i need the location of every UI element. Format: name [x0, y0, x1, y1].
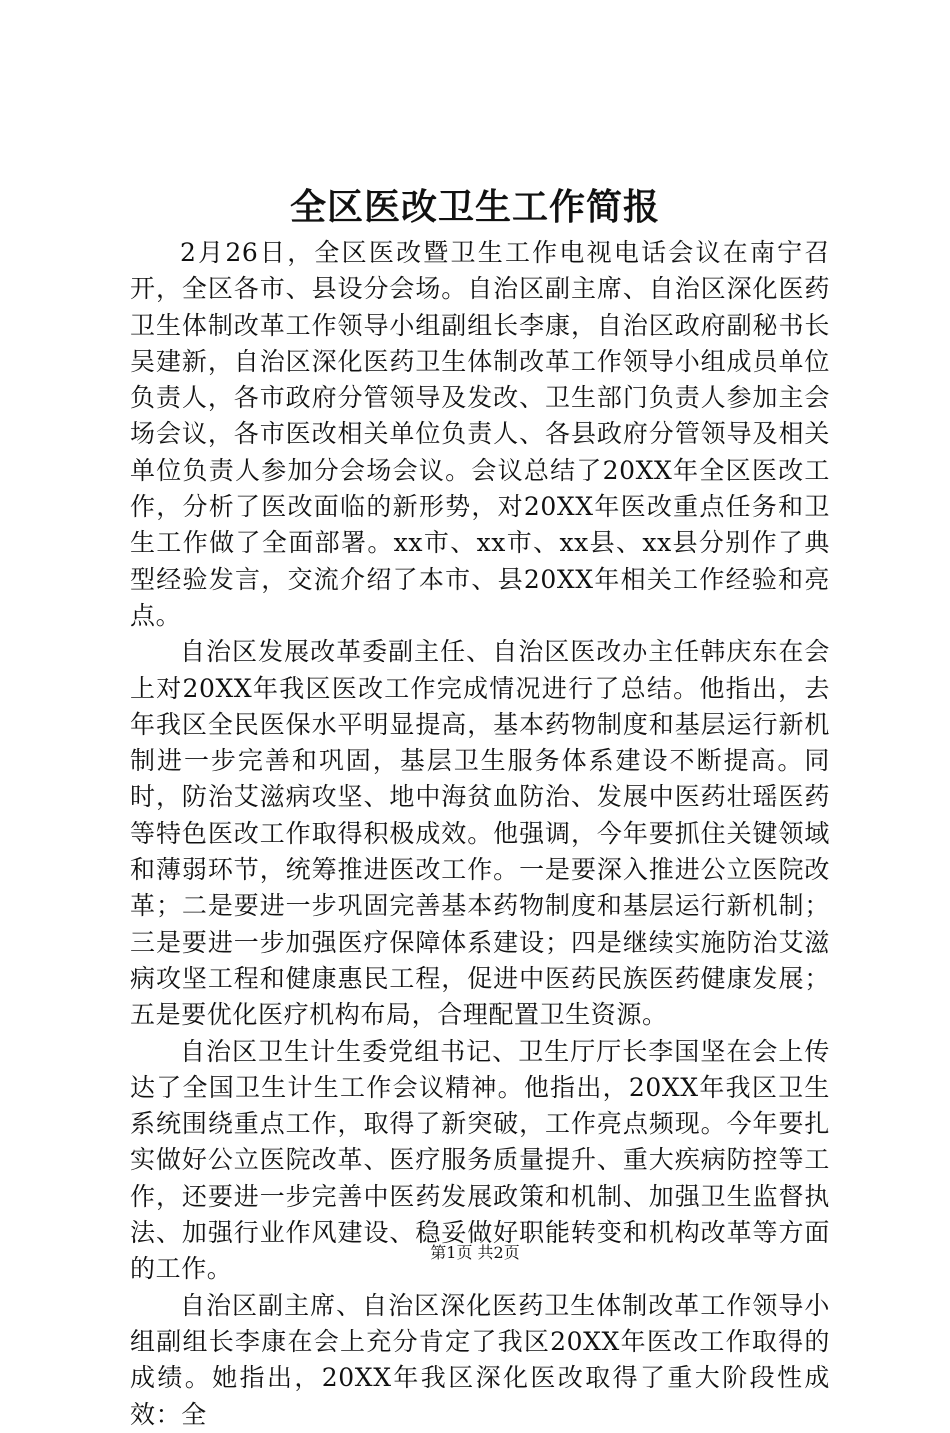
- document-title: 全区医改卫生工作简报: [289, 186, 660, 228]
- paragraph-2: 自治区发展改革委副主任、自治区医改办主任韩庆东在会上对20XX年我区医改工作完成情况进行了总结。他指出，去年我区全民医保水平明显提高，基本药物制度和基层运行新机制进一步完善和巩固，基层卫生服务体系建设不断提高。同时，防治艾滋病攻坚、地中海贫血防治、发展中医药壮瑶医药等特色医改工作取得积极成效。他强调，今年要抓住关键领域和薄弱环节，统筹推进医改工作。一是要深入推进公立医院改革；二是要进一步巩固完善基本药物制度和基层运行新机制；三是要进一步加强医疗保障体系建设；四是继续实施防治艾滋病攻坚工程和健康惠民工程，促进中医药民族医药健康发展；五是要优化医疗机构布局，合理配置卫生资源。: [130, 637, 830, 1030]
- paragraph-3: 自治区卫生计生委党组书记、卫生厅厅长李国坚在会上传达了全国卫生计生工作会议精神。他指出，20XX年我区卫生系统围绕重点工作，取得了新突破，工作亮点频现。今年要扎实做好公立医院改革、医疗服务质量提升、重大疾病防控等工作，还要进一步完善中医药发展政策和机制、加强卫生监督执法、加强行业作风建设、稳妥做好职能转变和机构改革等方面的工作。: [130, 1036, 830, 1284]
- paragraph-4: 自治区副主席、自治区深化医药卫生体制改革工作领导小组副组长李康在会上充分肯定了我区20XX年医改工作取得的成绩。她指出，20XX年我区深化医改取得了重大阶段性成效：全: [130, 1290, 830, 1429]
- paragraph-1: 2月26日，全区医改暨卫生工作电视电话会议在南宁召开，全区各市、县设分会场。自治区副主席、自治区深化医药卫生体制改革工作领导小组副组长李康，自治区政府副秘书长吴建新，自治区深化医药卫生体制改革工作领导小组成员单位负责人，各市政府分管领导及发改、卫生部门负责人参加主会场会议，各市医改相关单位负责人、各县政府分管领导及相关单位负责人参加分会场会议。会议总结了20XX年全区医改工作，分析了医改面临的新形势，对20XX年医改重点任务和卫生工作做了全面部署。xx市、xx市、xx县、xx县分别作了典型经验发言，交流介绍了本市、县20XX年相关工作经验和亮点。: [130, 238, 830, 630]
- page-footer: 第1页 共2页: [430, 1243, 520, 1262]
